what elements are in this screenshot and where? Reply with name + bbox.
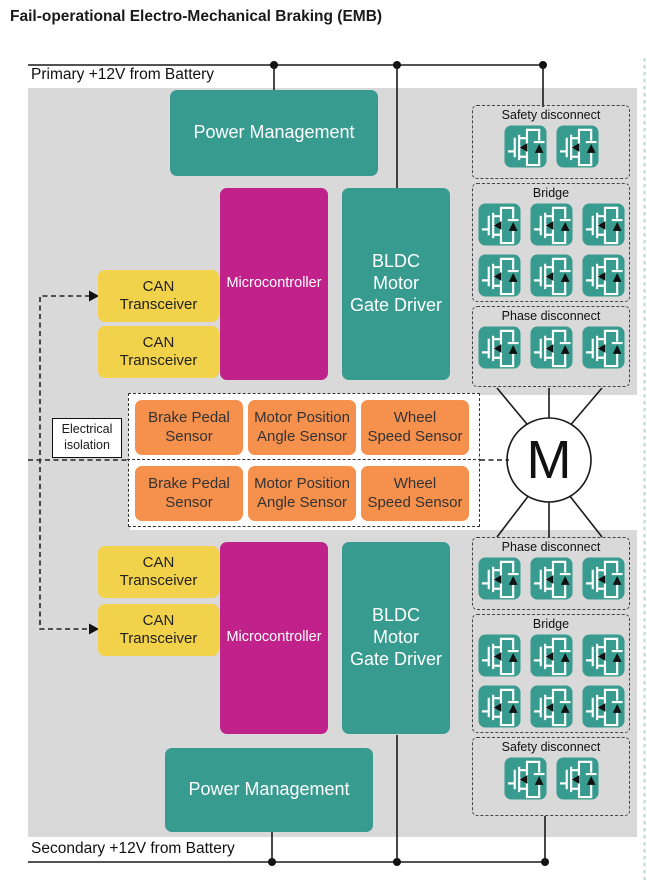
- microcontroller-block-primary: Microcontroller: [220, 188, 328, 380]
- mosfet-icon: [478, 326, 521, 369]
- mosfet-icon: [530, 634, 573, 677]
- mosfet-icon: [582, 685, 625, 728]
- electrical-isolation-label: Electrical isolation: [52, 418, 122, 458]
- can-transceiver-1-primary: CAN Transceiver: [98, 270, 219, 322]
- motor-position-angle-sensor-row1: Motor Position Angle Sensor: [248, 400, 356, 455]
- bldc-gate-driver-text: BLDC Motor Gate Driver: [349, 251, 443, 315]
- microcontroller-block-secondary: Microcontroller: [220, 542, 328, 734]
- mosfet-icon: [530, 557, 573, 600]
- mosfet-icon: [504, 757, 547, 800]
- mosfet-icon: [478, 557, 521, 600]
- mosfet-grid: [476, 634, 626, 728]
- mosfet-icon: [582, 254, 625, 297]
- wheel-speed-sensor-row1: Wheel Speed Sensor: [361, 400, 469, 455]
- secondary-rail-label: Secondary +12V from Battery: [31, 840, 235, 857]
- mosfet-icon: [556, 757, 599, 800]
- bridge-section-secondary: Bridge: [472, 614, 630, 733]
- mosfet-icon: [530, 203, 573, 246]
- bldc-gate-driver-block-secondary: [342, 542, 450, 734]
- can-bus-line: [40, 296, 90, 629]
- bldc-gate-driver-text: BLDC Motor Gate Driver: [349, 605, 443, 669]
- mosfet-icon: [530, 326, 573, 369]
- sensor-cluster-divider: [127, 459, 481, 460]
- brake-pedal-sensor-row2: Brake Pedal Sensor: [135, 466, 243, 521]
- mosfet-grid: [476, 757, 626, 800]
- mosfet-grid: [476, 203, 626, 297]
- wheel-speed-sensor-row2: Wheel Speed Sensor: [361, 466, 469, 521]
- phase-disconnect-section-primary: Phase disconnect: [472, 306, 630, 387]
- primary-rail-label: Primary +12V from Battery: [31, 66, 215, 83]
- mosfet-icon: [582, 203, 625, 246]
- mosfet-icon: [582, 557, 625, 600]
- mosfet-grid: [476, 125, 626, 168]
- mosfet-icon: [478, 254, 521, 297]
- safety-disconnect-section-secondary: Safety disconnect: [472, 737, 630, 816]
- mosfet-icon: [478, 203, 521, 246]
- mosfet-icon: [582, 634, 625, 677]
- motor-symbol: M: [526, 430, 572, 490]
- bridge-section-primary: Bridge: [472, 183, 630, 302]
- can-transceiver-1-secondary: CAN Transceiver: [98, 546, 219, 598]
- mosfet-icon: [556, 125, 599, 168]
- mosfet-icon: [478, 685, 521, 728]
- bldc-gate-driver-block-primary: [342, 188, 450, 380]
- can-transceiver-2-secondary: CAN Transceiver: [98, 604, 219, 656]
- motor-position-angle-sensor-row2: Motor Position Angle Sensor: [248, 466, 356, 521]
- safety-disconnect-section-primary: Safety disconnect: [472, 105, 630, 179]
- mosfet-icon: [530, 254, 573, 297]
- diagram-title: Fail-operational Electro-Mechanical Braking (EMB): [10, 8, 383, 25]
- mosfet-icon: [530, 685, 573, 728]
- can-transceiver-2-primary: CAN Transceiver: [98, 326, 219, 378]
- mosfet-grid: [476, 557, 626, 600]
- brake-pedal-sensor-row1: Brake Pedal Sensor: [135, 400, 243, 455]
- mosfet-grid: [476, 326, 626, 369]
- power-management-block-primary: Power Management: [170, 90, 378, 176]
- mosfet-icon: [478, 634, 521, 677]
- mosfet-icon: [582, 326, 625, 369]
- mosfet-icon: [504, 125, 547, 168]
- phase-disconnect-section-secondary: Phase disconnect: [472, 537, 630, 610]
- power-management-block-secondary: Power Management: [165, 748, 373, 832]
